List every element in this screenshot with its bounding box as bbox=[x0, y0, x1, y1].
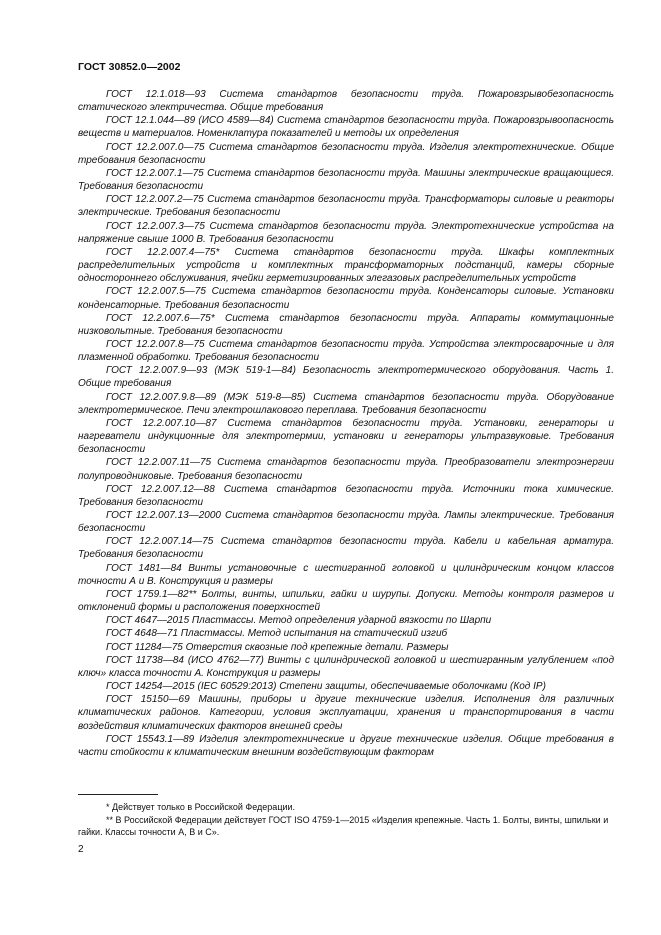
reference-item: ГОСТ 12.1.018—93 Система стандартов безопасности труда. Пожаровзрывобезопасность статического электричества. Общие требования bbox=[78, 89, 614, 114]
footnote-divider bbox=[78, 794, 158, 795]
reference-item: ГОСТ 15543.1—89 Изделия электротехнические и другие технические изделия. Общие требования в части стойкости к климатическим внешним воздействующим факторам bbox=[78, 733, 614, 758]
reference-item: ГОСТ 12.2.007.5—75 Система стандартов безопасности труда. Конденсаторы силовые. Установки конденсаторные. Требования безопасности bbox=[78, 286, 614, 311]
reference-item: ГОСТ 12.2.007.12—88 Система стандартов безопасности труда. Источники тока химические. Требования безопасности bbox=[78, 483, 614, 508]
reference-item: ГОСТ 12.2.007.6—75* Система стандартов безопасности труда. Аппараты коммутационные низковольтные. Требования безопасности bbox=[78, 312, 614, 337]
footnote: * Действует только в Российской Федерации. bbox=[106, 802, 296, 812]
reference-item: ГОСТ 12.2.007.4—75* Система стандартов безопасности труда. Шкафы комплектных распределительных устройств и комплектных трансформаторных подстанций, камеры сборные одностороннего обслуживания, ячейки герметизированных элегазовых распределительных устройств bbox=[78, 246, 614, 285]
reference-item: ГОСТ 14254—2015 (IEC 60529:2013) Степени защиты, обеспечиваемые оболочками (Код IP) bbox=[106, 681, 546, 693]
reference-item: ГОСТ 12.2.007.14—75 Система стандартов безопасности труда. Кабели и кабельная арматура. Требования безопасности bbox=[78, 536, 614, 561]
reference-item: ГОСТ 12.1.044—89 (ИСО 4589—84) Система стандартов безопасности труда. Пожаровзрывоопасность веществ и материалов. Номенклатура показателей и методы их определения bbox=[78, 115, 614, 140]
reference-item: ГОСТ 1481—84 Винты установочные с шестигранной головкой и цилиндрическим концом классов точности А и В. Конструкция и размеры bbox=[78, 562, 614, 587]
reference-item: ГОСТ 11738—84 (ИСО 4762—77) Винты с цилиндрической головкой и шестигранным углублением «под ключ» класса точности А. Конструкция и размеры bbox=[78, 654, 614, 679]
reference-item: ГОСТ 12.2.007.1—75 Система стандартов безопасности труда. Машины электрические вращающиеся. Требования безопасности bbox=[78, 167, 614, 193]
footnote: ** В Российской Федерации действует ГОСТ ISO 4759-1—2015 «Изделия крепежные. Часть 1. Болты, винты, шпильки и гайки. Классы точности А, В и С». bbox=[78, 814, 609, 837]
reference-item: ГОСТ 4648—71 Пластмассы. Метод испытания на статический изгиб bbox=[106, 628, 448, 640]
reference-item: ГОСТ 1759.1—82** Болты, винты, шпильки, гайки и шурупы. Допуски. Методы контроля размеров и отклонений формы и расположения поверхностей bbox=[78, 588, 614, 614]
reference-item: ГОСТ 12.2.007.9.8—89 (МЭК 519-8—85) Система стандартов безопасности труда. Оборудование электротермическое. Печи электрошлакового переплава. Требования безопасности bbox=[78, 391, 614, 416]
reference-item: ГОСТ 12.2.007.2—75 Система стандартов безопасности труда. Трансформаторы силовые и реакторы электрические. Требования безопасности bbox=[78, 194, 614, 219]
reference-item: ГОСТ 12.2.007.11—75 Система стандартов безопасности труда. Преобразователи электроэнергии полупроводниковые. Требования безопасности bbox=[78, 457, 614, 482]
reference-item: ГОСТ 12.2.007.3—75 Система стандартов безопасности труда. Электротехнические устройства на напряжение свыше 1000 В. Требования безопасности bbox=[78, 220, 614, 245]
document-header: ГОСТ 30852.0—2002 bbox=[78, 61, 181, 73]
page-number: 2 bbox=[78, 844, 84, 855]
reference-item: ГОСТ 15150—69 Машины, приборы и другие технические изделия. Исполнения для различных климатических районов. Категории, условия эксплуатации, хранения и транспортирования в части воздействия климатических факторов внешней среды bbox=[78, 694, 614, 732]
footnotes bbox=[78, 801, 614, 839]
reference-item: ГОСТ 12.2.007.10—87 Система стандартов безопасности труда. Установки, генераторы и нагреватели индукционные для электротермии, установки и генераторы ультразвуковые. Требования безопасности bbox=[78, 417, 614, 456]
reference-item: ГОСТ 12.2.007.8—75 Система стандартов безопасности труда. Устройства электросварочные и для плазменной обработки. Требования безопасности bbox=[78, 338, 614, 364]
reference-item: ГОСТ 12.2.007.13—2000 Система стандартов безопасности труда. Лампы электрические. Требования безопасности bbox=[78, 510, 614, 535]
reference-item: ГОСТ 12.2.007.0—75 Система стандартов безопасности труда. Изделия электротехнические. Общие требования безопасности bbox=[78, 141, 614, 166]
reference-item: ГОСТ 12.2.007.9—93 (МЭК 519-1—84) Безопасность электротермического оборудования. Часть 1. Общие требования bbox=[78, 365, 614, 390]
references-list bbox=[78, 88, 614, 759]
reference-item: ГОСТ 11284—75 Отверстия сквозные под крепежные детали. Размеры bbox=[106, 641, 449, 653]
reference-item: ГОСТ 4647—2015 Пластмассы. Метод определения ударной вязкости по Шарпи bbox=[106, 615, 492, 627]
